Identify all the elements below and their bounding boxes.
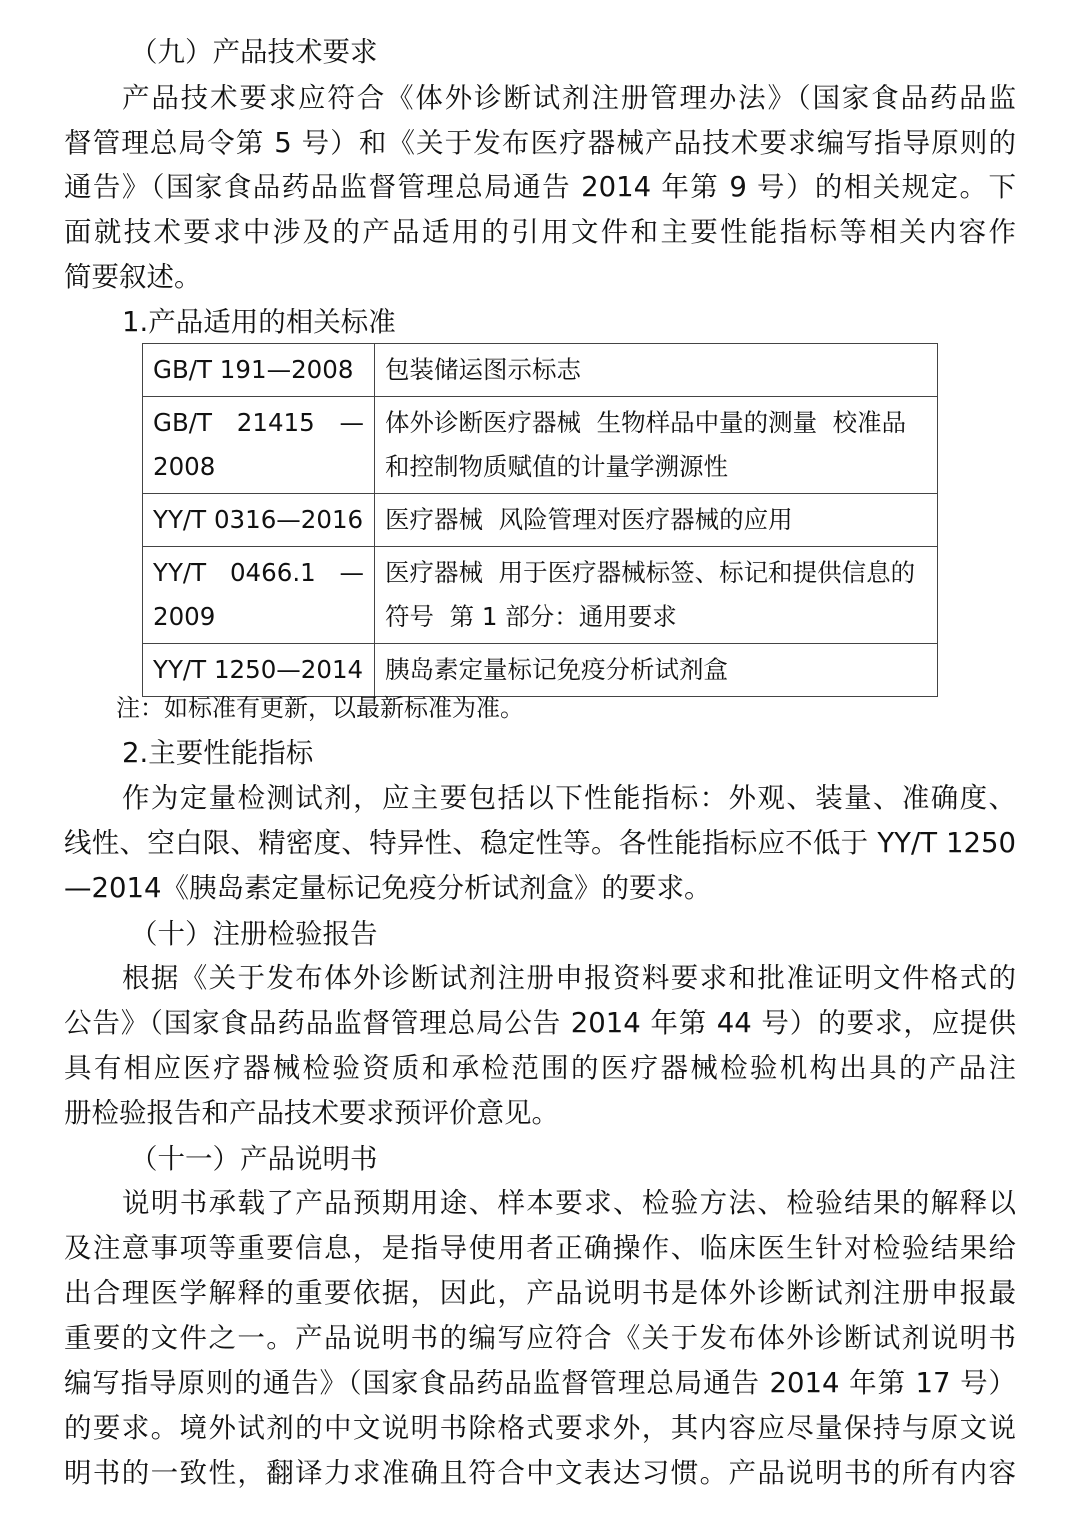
section9-heading: （九）产品技术要求 (130, 36, 378, 68)
standard-title: 体外诊断医疗器械 生物样品中量的测量 校准品 和控制物质赋值的计量学溯源性 (375, 397, 938, 494)
section11-para-line: 说明书承载了产品预期用途、样本要求、检验方法、检验结果的解释以 (122, 1187, 1016, 1219)
section9-para-line: 产品技术要求应符合《体外诊断试剂注册管理办法》（国家食品药品监 (122, 82, 1016, 114)
standard-code: YY/T 0466.1 — 2009 (143, 547, 375, 644)
section9-para-line: 面就技术要求中涉及的产品适用的引用文件和主要性能指标等相关内容作 (64, 216, 1016, 248)
section10-para-line: 根据《关于发布体外诊断试剂注册申报资料要求和批准证明文件格式的 (122, 962, 1016, 994)
section10-para-line: 具有相应医疗器械检验资质和承检范围的医疗器械检验机构出具的产品注 (64, 1052, 1016, 1084)
table-row (143, 397, 938, 494)
performance-line: 作为定量检测试剂，应主要包括以下性能指标：外观、装量、准确度、 (122, 782, 1016, 814)
section11-para-line: 重要的文件之一。产品说明书的编写应符合《关于发布体外诊断试剂说明书 (64, 1322, 1016, 1354)
standard-title: 医疗器械 风险管理对医疗器械的应用 (375, 494, 938, 547)
standard-code: YY/T 0316—2016 (143, 494, 375, 547)
standard-title: 包装储运图示标志 (375, 344, 938, 397)
standard-title: 医疗器械 用于医疗器械标签、标记和提供信息的 符号 第 1 部分：通用要求 (375, 547, 938, 644)
section11-para-line: 的要求。境外试剂的中文说明书除格式要求外，其内容应尽量保持与原文说 (64, 1412, 1016, 1444)
section9-para-line: 通告》（国家食品药品监督管理总局通告 2014 年第 9 号）的相关规定。下 (64, 171, 1016, 203)
section10-para-line: 册检验报告和产品技术要求预评价意见。 (64, 1097, 559, 1129)
section9-para-line: 简要叙述。 (64, 261, 202, 293)
table-row (143, 344, 938, 397)
section9-para-line: 督管理总局令第 5 号）和《关于发布医疗器械产品技术要求编写指导原则的 (64, 127, 1016, 159)
section11-para-line: 出合理医学解释的重要依据，因此，产品说明书是体外诊断试剂注册申报最 (64, 1277, 1016, 1309)
standards-subheading: 1.产品适用的相关标准 (122, 306, 396, 338)
table-row (143, 494, 938, 547)
table-note: 注：如标准有更新，以最新标准为准。 (116, 694, 524, 722)
standard-code: GB/T 191—2008 (143, 344, 375, 397)
section11-para-line: 明书的一致性，翻译力求准确且符合中文表达习惯。产品说明书的所有内容 (64, 1457, 1016, 1489)
performance-subheading: 2.主要性能指标 (122, 737, 314, 769)
standard-code: YY/T 1250—2014 (143, 644, 375, 697)
standard-title: 胰岛素定量标记免疫分析试剂盒 (375, 644, 938, 697)
section10-para-line: 公告》（国家食品药品监督管理总局公告 2014 年第 44 号）的要求，应提供 (64, 1007, 1016, 1039)
section11-heading: （十一）产品说明书 (130, 1143, 378, 1175)
standards-table (142, 343, 938, 697)
section10-heading: （十）注册检验报告 (130, 918, 378, 950)
section11-para-line: 及注意事项等重要信息，是指导使用者正确操作、临床医生针对检验结果给 (64, 1232, 1016, 1264)
standard-code: GB/T 21415 — 2008 (143, 397, 375, 494)
section11-para-line: 编写指导原则的通告》（国家食品药品监督管理总局通告 2014 年第 17 号） (64, 1367, 1016, 1399)
performance-line: —2014《胰岛素定量标记免疫分析试剂盒》的要求。 (64, 872, 712, 904)
performance-line: 线性、空白限、精密度、特异性、稳定性等。各性能指标应不低于 YY/T 1250 (64, 827, 1016, 859)
table-row (143, 547, 938, 644)
